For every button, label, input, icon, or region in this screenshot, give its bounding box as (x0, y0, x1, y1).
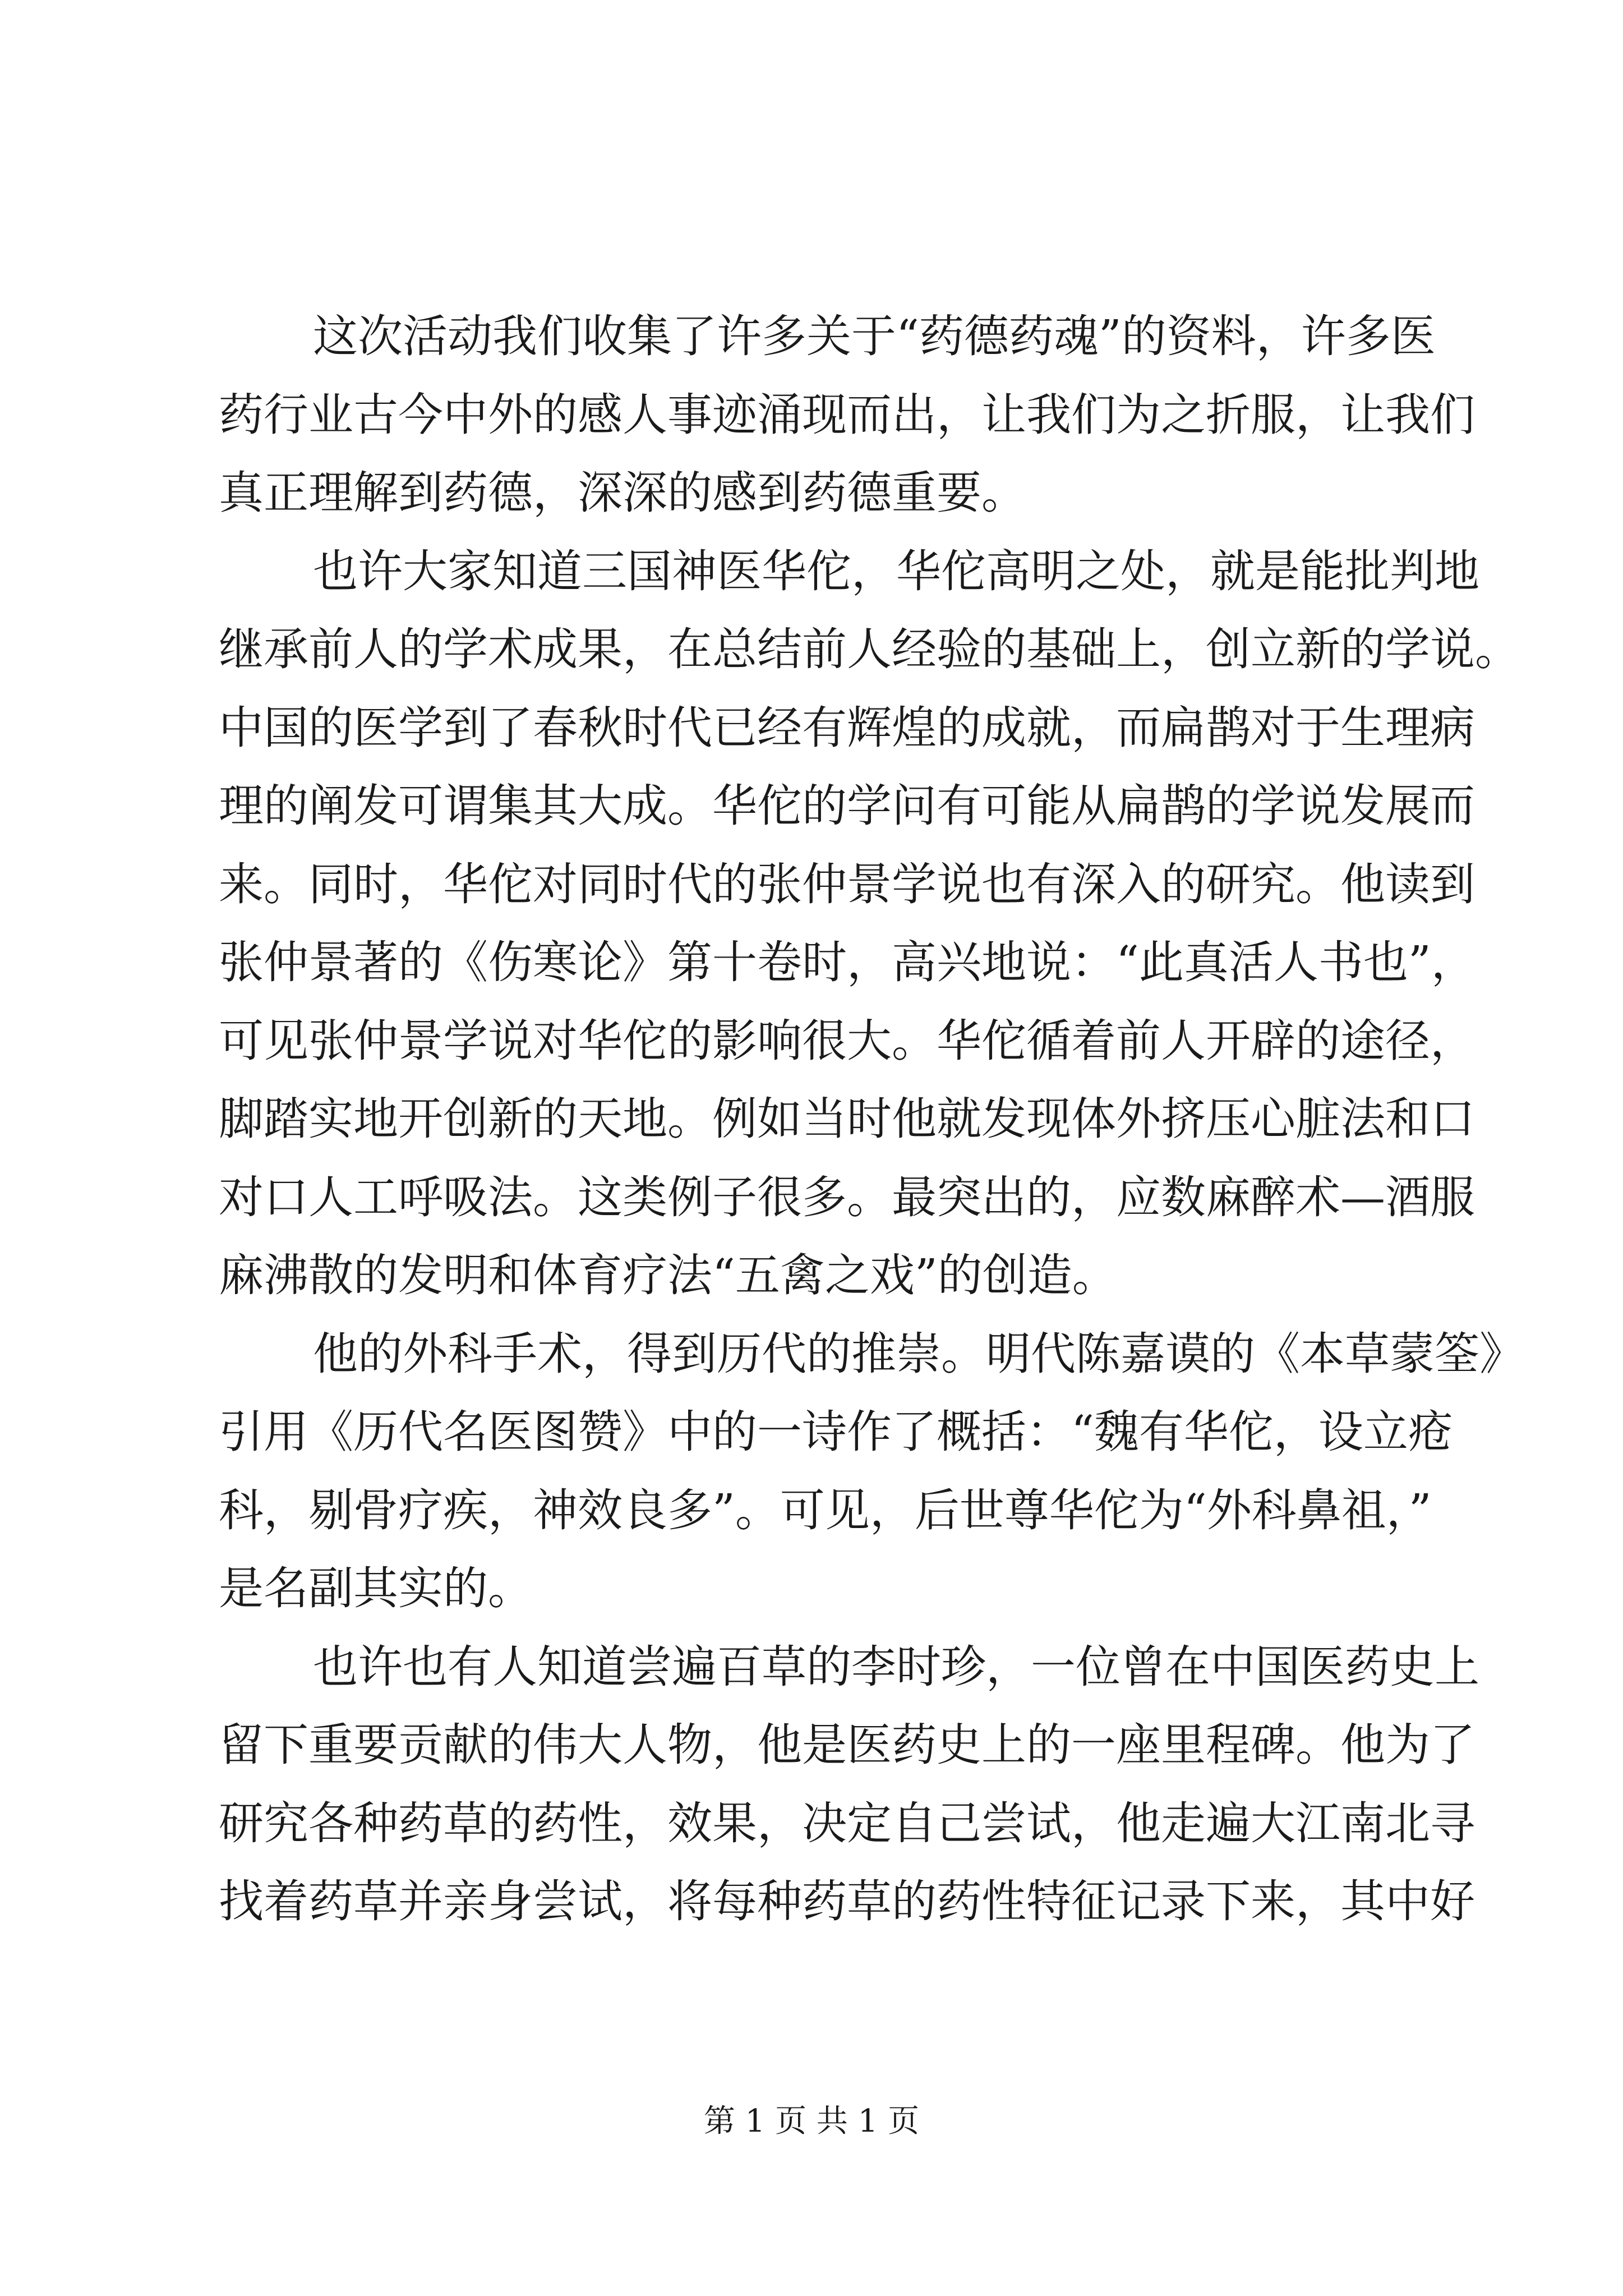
paragraph-4-line-2: 留下重要贡献的伟大人物，他是医药史上的一座里程碑。他为了 (219, 1719, 1475, 1771)
paragraph-2-line-5: 来。同时，华佗对同时代的张仲景学说也有深入的研究。他读到 (219, 858, 1475, 910)
paragraph-4-line-3: 研究各种药草的药性，效果，决定自己尝试，他走遍大江南北寻 (219, 1797, 1475, 1849)
paragraph-2-line-10: 麻沸散的发明和体育疗法“五禽之戏”的创造。 (219, 1249, 1117, 1301)
paragraph-2-line-9: 对口人工呼吸法。这类例子很多。最突出的，应数麻醉术—酒服 (219, 1171, 1475, 1223)
paragraph-4-line-4: 找着药草并亲身尝试，将每种药草的药性特征记录下来，其中好 (219, 1875, 1475, 1927)
paragraph-2-line-7: 可见张仲景学说对华佗的影响很大。华佗循着前人开辟的途径， (219, 1014, 1475, 1067)
paragraph-1-line-1: 这次活动我们收集了许多关于“药德药魂”的资料，许多医 (313, 310, 1436, 362)
paragraph-2-line-4: 理的阐发可谓集其大成。华佗的学问有可能从扁鹊的学说发展而 (219, 780, 1475, 832)
paragraph-1-line-3: 真正理解到药德，深深的感到药德重要。 (219, 467, 1026, 519)
page-number-footer: 第 1 页 共 1 页 (703, 2103, 920, 2139)
paragraph-2-line-8: 脚踏实地开创新的天地。例如当时他就发现体外挤压心脏法和口 (219, 1093, 1475, 1145)
document-body (219, 297, 1524, 1941)
paragraph-3-line-1: 他的外科手术，得到历代的推崇。明代陈嘉谟的《本草蒙筌》 (313, 1327, 1524, 1380)
paragraph-2-line-3: 中国的医学到了春秋时代已经有辉煌的成就，而扁鹊对于生理病 (219, 701, 1475, 754)
paragraph-3-line-4: 是名副其实的。 (219, 1562, 533, 1614)
paragraph-2-line-1: 也许大家知道三国神医华佗，华佗高明之处，就是能批判地 (313, 545, 1479, 597)
paragraph-3-line-2: 引用《历代名医图赞》中的一诗作了概括：“魏有华佗，设立疮 (219, 1406, 1453, 1458)
paragraph-3-line-3: 科，剔骨疗疾，神效良多”。可见，后世尊华佗为“外科鼻祖，” (219, 1484, 1432, 1536)
paragraph-1-line-2: 药行业古今中外的感人事迹涌现而出，让我们为之折服，让我们 (219, 388, 1475, 441)
paragraph-4-line-1: 也许也有人知道尝遍百草的李时珍，一位曾在中国医药史上 (313, 1640, 1479, 1693)
paragraph-2-line-2: 继承前人的学术成果，在总结前人经验的基础上，创立新的学说。 (219, 623, 1520, 675)
paragraph-2-line-6: 张仲景著的《伤寒论》第十卷时，高兴地说：“此真活人书也”， (219, 936, 1476, 988)
